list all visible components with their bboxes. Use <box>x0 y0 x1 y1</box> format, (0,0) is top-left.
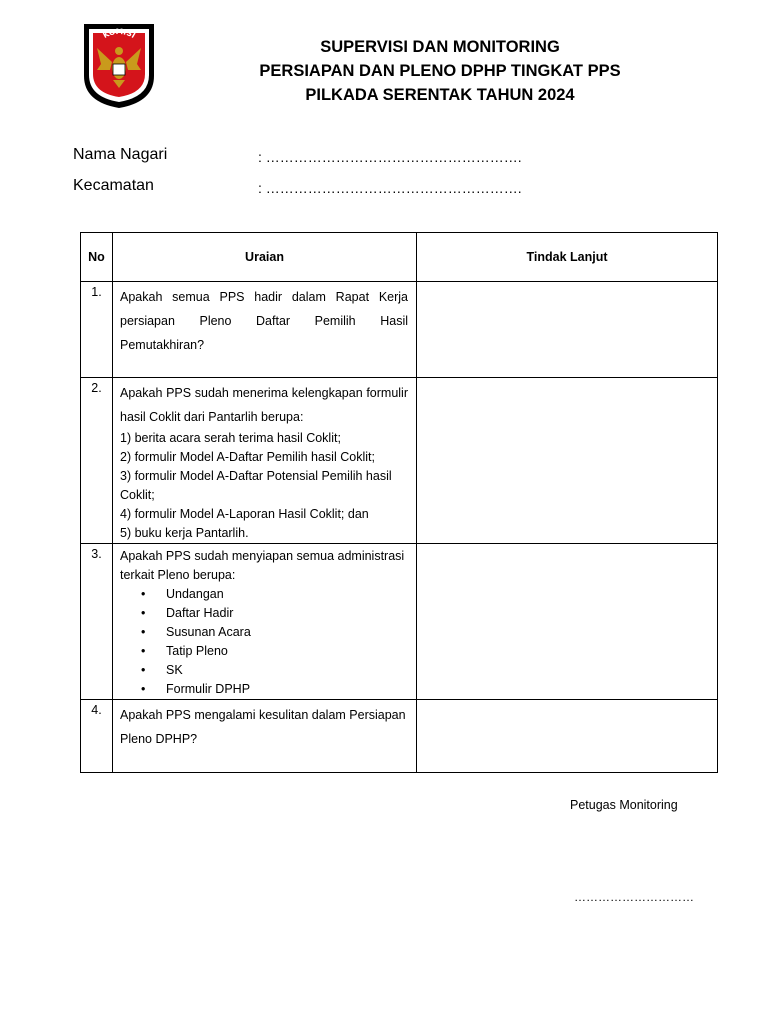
tindak-lanjut-cell[interactable] <box>417 378 718 544</box>
list-item: • Daftar Hadir <box>166 604 408 623</box>
kecamatan-label: Kecamatan <box>73 177 154 194</box>
question-text: Apakah PPS sudah menyiapan semua administrasi terkait Pleno berupa: <box>120 549 405 582</box>
table-row <box>81 700 718 773</box>
nama-nagari-label: Nama Nagari <box>73 146 168 163</box>
header-tindak-lanjut: Tindak Lanjut <box>417 233 718 282</box>
header-uraian: Uraian <box>113 233 417 282</box>
row-question <box>113 282 417 378</box>
svg-text:KOMISI: KOMISI <box>101 26 137 41</box>
list-item: • Formulir DPHP <box>166 680 408 699</box>
signature-line[interactable]: ………………………… <box>574 890 694 904</box>
bullet-list <box>120 585 408 699</box>
row-question <box>113 700 417 773</box>
row-number: 2. <box>81 378 113 544</box>
tindak-lanjut-cell[interactable] <box>417 700 718 773</box>
list-item: • Susunan Acara <box>166 623 408 642</box>
table-row <box>81 378 718 544</box>
question-text: Apakah PPS mengalami kesulitan dalam Persiapan Pleno DPHP? <box>120 708 406 746</box>
list-item: 5) buku kerja Pantarlih. <box>120 526 249 540</box>
row-question <box>113 378 417 544</box>
row-number: 1. <box>81 282 113 378</box>
nama-nagari-value[interactable]: : ………………………………………………. <box>258 149 522 165</box>
signature-title: Petugas Monitoring <box>570 798 678 812</box>
list-item: • SK <box>166 661 408 680</box>
document-title <box>170 35 710 107</box>
row-question <box>113 544 417 700</box>
list-item: 4) formulir Model A-Laporan Hasil Coklit; dan <box>120 507 369 521</box>
question-text: Apakah semua PPS hadir dalam Rapat Kerja persiapan Pleno Daftar Pemilih Hasil Pemutakhiran? <box>120 290 408 352</box>
title-line-3: PILKADA SERENTAK TAHUN 2024 <box>305 86 575 104</box>
row-number: 4. <box>81 700 113 773</box>
title-line-2: PERSIAPAN DAN PLENO DPHP TINGKAT PPS <box>259 62 621 80</box>
table-row <box>81 544 718 700</box>
title-line-1: SUPERVISI DAN MONITORING <box>320 38 560 56</box>
row-number: 3. <box>81 544 113 700</box>
supervision-table <box>80 232 718 773</box>
kpu-logo <box>80 18 158 110</box>
list-item: • Tatip Pleno <box>166 642 408 661</box>
table-row <box>81 282 718 378</box>
header-no: No <box>81 233 113 282</box>
list-item: • Undangan <box>166 585 408 604</box>
kecamatan-value[interactable]: : ………………………………………………. <box>258 180 522 196</box>
list-item: 2) formulir Model A-Daftar Pemilih hasil Coklit; <box>120 450 375 464</box>
list-item: 1) berita acara serah terima hasil Coklit; <box>120 431 341 445</box>
tindak-lanjut-cell[interactable] <box>417 282 718 378</box>
list-item: 3) formulir Model A-Daftar Potensial Pemilih hasil Coklit; <box>120 469 392 502</box>
table-header-row <box>81 233 718 282</box>
tindak-lanjut-cell[interactable] <box>417 544 718 700</box>
question-text: Apakah PPS sudah menerima kelengkapan formulir hasil Coklit dari Pantarlih berupa: <box>120 386 408 424</box>
